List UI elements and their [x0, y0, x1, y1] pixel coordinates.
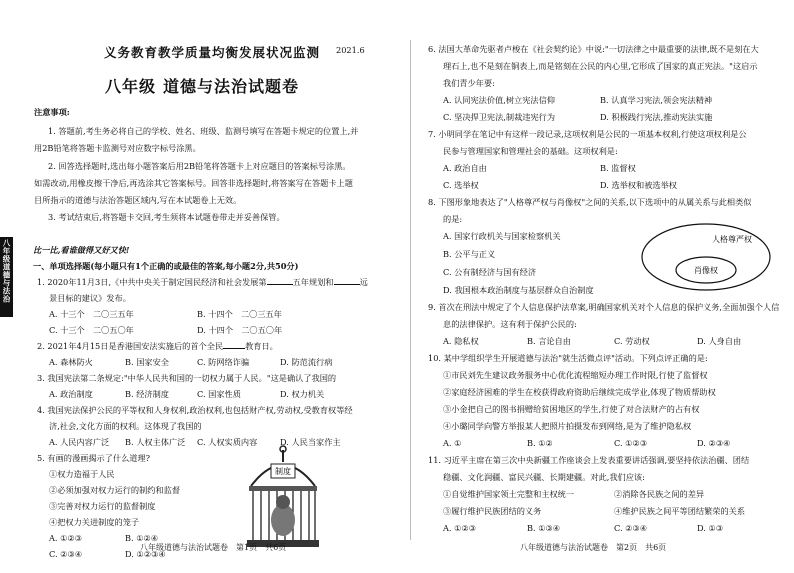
option: B. 人权主体广泛 — [125, 437, 186, 447]
option: B. 公平与正义 — [443, 249, 496, 259]
question-1-text: 1. 2020年11月3日,《中共中央关于制定国民经济和社会发展第 — [37, 277, 267, 287]
page-divider — [410, 40, 411, 540]
option: C. 国家性质 — [197, 389, 241, 399]
option: B. 监督权 — [600, 163, 636, 173]
question-2-text: 2. 2021年4月15日是香港国安法实施后的首个全民 — [37, 341, 224, 351]
question-11: 11. 习近平主席在第三次中央新疆工作座谈会上发表重要讲话强调,要坚持依法治疆、团结 — [428, 455, 750, 465]
option: D. 防范流行病 — [280, 357, 333, 367]
option: A. 国家行政机关与国家检察机关 — [443, 231, 561, 241]
question-8: 8. 下图形象地表达了"人格尊严权与肖像权"之间的关系,以下选项中的从属关系与此相类似 — [428, 197, 752, 207]
option: C. 坚决捍卫宪法,制裁违宪行为 — [443, 112, 556, 122]
option: C. 人权实质内容 — [197, 437, 258, 447]
option: A. 人民内容广泛 — [49, 437, 110, 447]
question-7: 7. 小明同学在笔记中有这样一段记录,这项权利是公民的一项基本权利,行使这项权利是公 — [428, 129, 747, 139]
option: A. ① — [443, 438, 462, 448]
grade-label: 八年级 — [105, 77, 157, 96]
option: A. 十三个 二〇三五年 — [49, 309, 134, 319]
q10-item: ③小金把自己的图书捐赠给贫困地区的学生,行使了对合法财产的占有权 — [443, 404, 700, 414]
question-10: 10. 某中学组织学生开展道德与法治"就生活微点评"活动。下列点评正确的是: — [428, 353, 708, 363]
option: D. 我国根本政治制度与基层群众自治制度 — [443, 285, 594, 295]
option: C. 防网络诈骗 — [197, 357, 250, 367]
question-5: 5. 有画的漫画揭示了什么道理? — [37, 453, 151, 463]
option: B. 十四个 二〇三五年 — [197, 309, 282, 319]
question-1-text: 景目标的建议》发布。 — [49, 293, 131, 303]
question-1-text: 远 — [359, 277, 368, 287]
section-heading: 一、单项选择题(每小题只有1个正确的或最佳的答案,每小题2分,共50分) — [33, 261, 299, 271]
q5-item: ④把权力关进制度的笼子 — [49, 517, 140, 527]
left-footer: 八年级道德与法治试题卷 第1页 共6页 — [140, 543, 287, 552]
venn-outer-label: 人格尊严权 — [712, 235, 752, 244]
option: A. ①②③ — [443, 523, 477, 533]
option: D. 权力机关 — [280, 389, 325, 399]
option: D. ①②③④ — [125, 549, 166, 559]
venn-diagram — [640, 222, 772, 292]
option: C. 劳动权 — [614, 336, 650, 346]
cage-sign-label: 制度 — [275, 467, 291, 476]
q5-item: ①权力造福于人民 — [49, 469, 115, 479]
notice-title: 注意事项: — [34, 107, 70, 117]
side-tab — [0, 237, 13, 317]
option: A. 隐私权 — [443, 336, 479, 346]
q11-item: ④维护民族之间平等团结繁荣的关系 — [614, 506, 746, 516]
answer-blank — [334, 284, 360, 285]
option: D. 积极践行宪法,推动宪法实施 — [600, 112, 713, 122]
option: D. ①③ — [697, 523, 724, 533]
option: A. 政治制度 — [49, 389, 93, 399]
right-footer: 八年级道德与法治试题卷 第2页 共6页 — [520, 543, 667, 552]
side-tab-text: 八年级道德与法治 — [2, 239, 11, 303]
q11-item: ①自觉维护国家领土完整和主权统一 — [443, 489, 575, 499]
question-4: 济,社会,文化方面的权利。这体现了我国的 — [49, 421, 202, 431]
cage-top-band — [249, 486, 317, 491]
option: D. 人民当家作主 — [280, 437, 341, 447]
option: D. 选举权和被选举权 — [600, 180, 677, 190]
question-11: 稳疆、文化润疆、富民兴疆、长期建疆。对此,我们应该: — [443, 472, 645, 482]
slogan: 比一比,看谁做得又好又快! — [33, 245, 130, 255]
option: B. ①③④ — [527, 523, 561, 533]
option: B. 认真学习宪法,领会宪法精神 — [600, 95, 713, 105]
option: B. ①② — [527, 438, 553, 448]
header-date: 2021.6 — [336, 45, 365, 55]
option: D. 人身自由 — [697, 336, 742, 346]
option: B. 言论自由 — [527, 336, 571, 346]
question-2 — [37, 341, 278, 352]
question-6: 6. 法国大革命先驱者卢梭在《社会契约论》中说:"一切法律之中最重要的法律,既不是刻在大 — [428, 44, 759, 54]
option: C. ②③④ — [49, 549, 83, 559]
option: C. 选举权 — [443, 180, 479, 190]
option: C. ②③④ — [614, 523, 648, 533]
option: C. 公有制经济与国有经济 — [443, 267, 537, 277]
figure-head — [276, 495, 290, 509]
question-1-text: 五年规划和 — [292, 277, 334, 287]
question-1 — [37, 277, 368, 288]
option: D. 十四个 二〇五〇年 — [197, 325, 283, 335]
q10-item: ②家庭经济困难的学生在校获得政府资助后继续完成学业,体现了物质帮助权 — [443, 387, 716, 397]
q5-item: ③完善对权力运行的监督制度 — [49, 501, 156, 511]
option: A. 认同宪法价值,树立宪法信仰 — [443, 95, 555, 105]
notice-line: 如需改动,用橡皮擦干净后,再选涂其它答案标号。回答非选择题时,将答案写在答题卡上题 — [34, 178, 353, 188]
header-title: 义务教育教学质量均衡发展状况监测 — [104, 45, 321, 60]
venn-inner-label: 肖像权 — [694, 266, 718, 275]
q11-item: ③履行维护民族团结的义务 — [443, 506, 542, 516]
cage-cartoon — [233, 444, 333, 552]
paper-title: 道德与法治试题卷 — [163, 77, 300, 96]
question-9: 息的法律保护。这有利于保护公民的: — [443, 319, 577, 329]
notice-line: 用2B铅笔将答题卡监测号对应数字标号涂黑。 — [34, 143, 201, 153]
option: B. 国家安全 — [125, 357, 169, 367]
question-9: 9. 首次在刑法中规定了个人信息保护法草案,明确国家机关对个人信息的保护义务,全面加强个人信 — [428, 302, 780, 312]
question-3: 3. 我国宪法第二条规定:"中华人民共和国的一切权力属于人民。"这是确认了我国的 — [37, 373, 337, 383]
option: B. 经济制度 — [125, 389, 169, 399]
notice-line: 1. 答题前,考生务必将自己的学校、姓名、班级、监测号填写在答题卡规定的位置上,并 — [48, 126, 359, 136]
option: A. 森林防火 — [49, 357, 93, 367]
option: D. ②③④ — [697, 438, 731, 448]
q11-item: ②消除各民族之间的差异 — [614, 489, 705, 499]
q10-item: ①市民刘先生建议政务服务中心优化流程缩短办理工作时限,行使了监督权 — [443, 370, 708, 380]
question-2-text: 教育日。 — [245, 341, 278, 351]
question-8: 的是: — [443, 214, 463, 224]
option: A. 政治自由 — [443, 163, 487, 173]
notice-line: 3. 考试结束后,将答题卡交回,考生须将本试题卷带走并妥善保管。 — [48, 212, 285, 222]
notice-line: 2. 回答选择题时,选出每小题答案后用2B铅笔将答题卡上对应题目的答案标号涂黑。 — [48, 161, 351, 171]
q5-item: ②必须加强对权力运行的制约和监督 — [49, 485, 181, 495]
question-6: 理石上,也不是刻在铜表上,而是铭刻在公民的内心里,它形成了国家的真正宪法。"这启示 — [443, 61, 758, 71]
answer-blank — [267, 284, 293, 285]
answer-blank — [223, 348, 245, 349]
question-7: 民参与管理国家和管理社会的基础。这项权利是: — [443, 146, 618, 156]
question-6: 我们青少年要: — [443, 78, 495, 88]
option: A. ①②③ — [49, 533, 83, 543]
option: C. 十三个 二〇五〇年 — [49, 325, 134, 335]
q10-item: ④小璐同学向警方举报某人把照片拍摄发布到网络,是为了维护隐私权 — [443, 421, 692, 431]
option: B. ①②④ — [125, 533, 159, 543]
question-4: 4. 我国宪法保护公民的平等权和人身权利,政治权利,也包括财产权,劳动权,受教育权等经 — [37, 405, 353, 415]
notice-line: 目所指示的道德与法治答题区域内,写在本试题卷上无效。 — [34, 195, 242, 205]
option: C. ①②③ — [614, 438, 648, 448]
